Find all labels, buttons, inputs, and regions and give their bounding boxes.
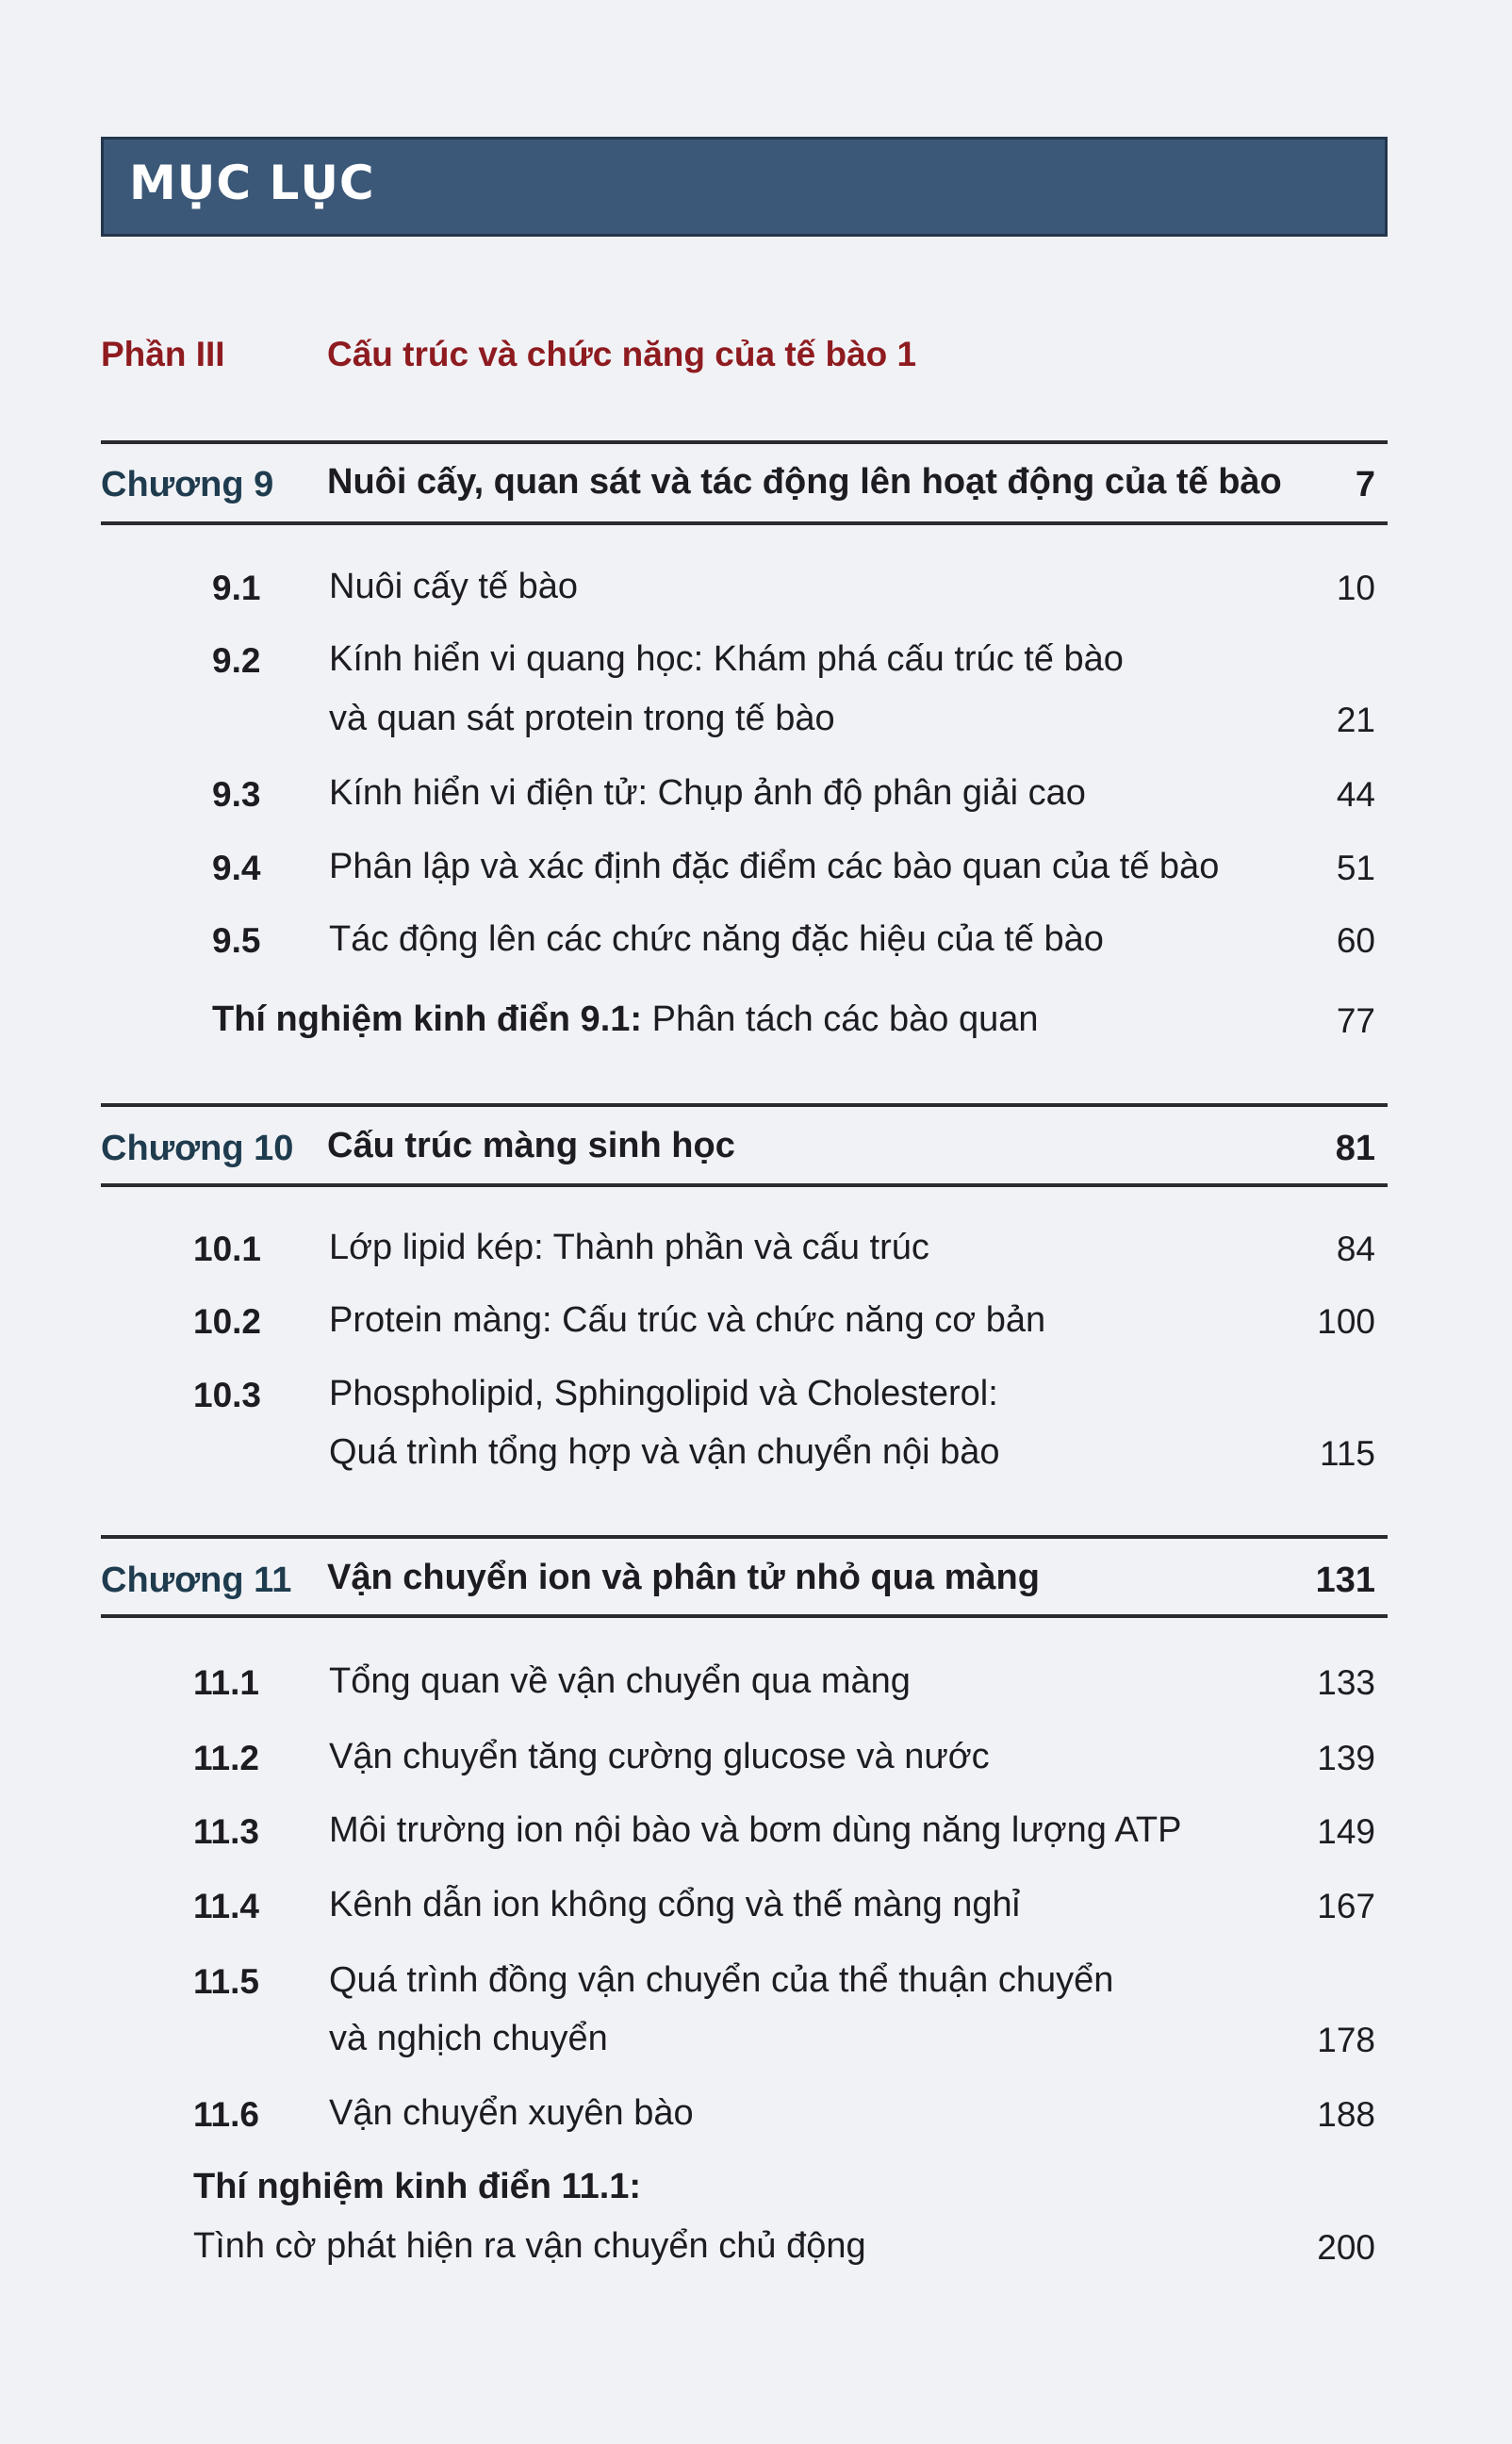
chapter-page: 81: [1335, 1129, 1375, 1168]
classic-experiment-entry: [212, 999, 1038, 1040]
section-title: Nuôi cấy tế bào: [329, 567, 579, 606]
section-title-continued: và nghịch chuyển: [329, 2019, 608, 2058]
section-page: 167: [1317, 1887, 1375, 1925]
section-number: 11.5: [193, 1962, 259, 2001]
section-page: 21: [1336, 701, 1375, 739]
section-title: Kính hiển vi điện tử: Chụp ảnh độ phân giải cao: [329, 773, 1086, 813]
section-number: 9.2: [212, 641, 261, 680]
chapter-title: Cấu trúc màng sinh học: [327, 1126, 735, 1165]
chapter-title: Nuôi cấy, quan sát và tác động lên hoạt động của tế bào: [327, 462, 1282, 502]
chapter-divider-bottom: [101, 1614, 1388, 1618]
section-page: 100: [1317, 1302, 1375, 1341]
section-number: 10.1: [193, 1230, 262, 1268]
section-number: 11.6: [193, 2095, 259, 2134]
section-page: 51: [1336, 849, 1375, 887]
section-title: Phospholipid, Sphingolipid và Cholesterol:: [329, 1374, 998, 1413]
section-number: 10.2: [193, 1302, 262, 1341]
section-page: 188: [1317, 2095, 1375, 2134]
section-title-continued: Quá trình tổng hợp và vận chuyển nội bào: [329, 1432, 1000, 1472]
experiment-page: 77: [1336, 1001, 1375, 1040]
chapter-divider-bottom: [101, 521, 1388, 525]
part-title: Cấu trúc và chức năng của tế bào 1: [327, 335, 917, 373]
section-number: 9.1: [212, 569, 261, 607]
section-number: 11.2: [193, 1739, 259, 1777]
chapter-label: Chương 9: [101, 465, 274, 504]
chapter-divider-bottom: [101, 1183, 1388, 1187]
section-number: 10.3: [193, 1376, 262, 1414]
section-title: Tác động lên các chức năng đặc hiệu của tế bào: [329, 919, 1104, 959]
chapter-label: Chương 11: [101, 1561, 292, 1600]
section-title: Kính hiển vi quang học: Khám phá cấu trúc tế bào: [329, 639, 1124, 679]
classic-experiment-title: Tình cờ phát hiện ra vận chuyển chủ động: [193, 2226, 866, 2266]
section-page: 149: [1317, 1812, 1375, 1851]
section-page: 10: [1336, 569, 1375, 607]
section-number: 11.4: [193, 1887, 259, 1925]
chapter-divider-top: [101, 1103, 1388, 1107]
section-page: 133: [1317, 1663, 1375, 1702]
section-title: Tổng quan về vận chuyển qua màng: [329, 1661, 911, 1701]
chapter-divider-top: [101, 440, 1388, 444]
chapter-page: 131: [1315, 1561, 1375, 1600]
section-page: 178: [1317, 2021, 1375, 2059]
chapter-title: Vận chuyển ion và phân tử nhỏ qua màng: [327, 1558, 1040, 1597]
section-page: 60: [1336, 921, 1375, 960]
section-page: 139: [1317, 1739, 1375, 1777]
section-title: Lớp lipid kép: Thành phần và cấu trúc: [329, 1228, 929, 1267]
section-title: Vận chuyển xuyên bào: [329, 2093, 694, 2133]
chapter-divider-top: [101, 1535, 1388, 1539]
section-title: Vận chuyển tăng cường glucose và nước: [329, 1737, 990, 1776]
section-page: 115: [1320, 1434, 1375, 1473]
experiment-page: 200: [1317, 2228, 1375, 2267]
classic-experiment-label: Thí nghiệm kinh điển 11.1:: [193, 2167, 642, 2206]
section-number: 9.3: [212, 775, 261, 814]
section-title-continued: và quan sát protein trong tế bào: [329, 699, 835, 738]
section-number: 9.5: [212, 921, 261, 960]
toc-header-banner: [101, 137, 1388, 237]
section-title: Kênh dẫn ion không cổng và thế màng nghỉ: [329, 1885, 1021, 1924]
section-page: 84: [1336, 1230, 1375, 1268]
chapter-label: Chương 10: [101, 1129, 294, 1168]
section-title: Quá trình đồng vận chuyển của thể thuận chuyển: [329, 1960, 1114, 2000]
section-number: 11.1: [193, 1663, 259, 1702]
section-number: 9.4: [212, 849, 261, 887]
experiment-label: Thí nghiệm kinh điển 9.1:: [212, 999, 643, 1039]
toc-title: MỤC LỤC: [129, 156, 375, 210]
part-label: Phần III: [101, 335, 225, 373]
section-title: Môi trường ion nội bào và bơm dùng năng lượng ATP: [329, 1810, 1182, 1850]
section-page: 44: [1336, 775, 1375, 814]
section-title: Protein màng: Cấu trúc và chức năng cơ bản: [329, 1300, 1046, 1340]
experiment-title: Phân tách các bào quan: [642, 999, 1039, 1039]
chapter-page: 7: [1355, 465, 1375, 504]
section-title: Phân lập và xác định đặc điểm các bào quan của tế bào: [329, 847, 1220, 886]
section-number: 11.3: [193, 1812, 259, 1851]
